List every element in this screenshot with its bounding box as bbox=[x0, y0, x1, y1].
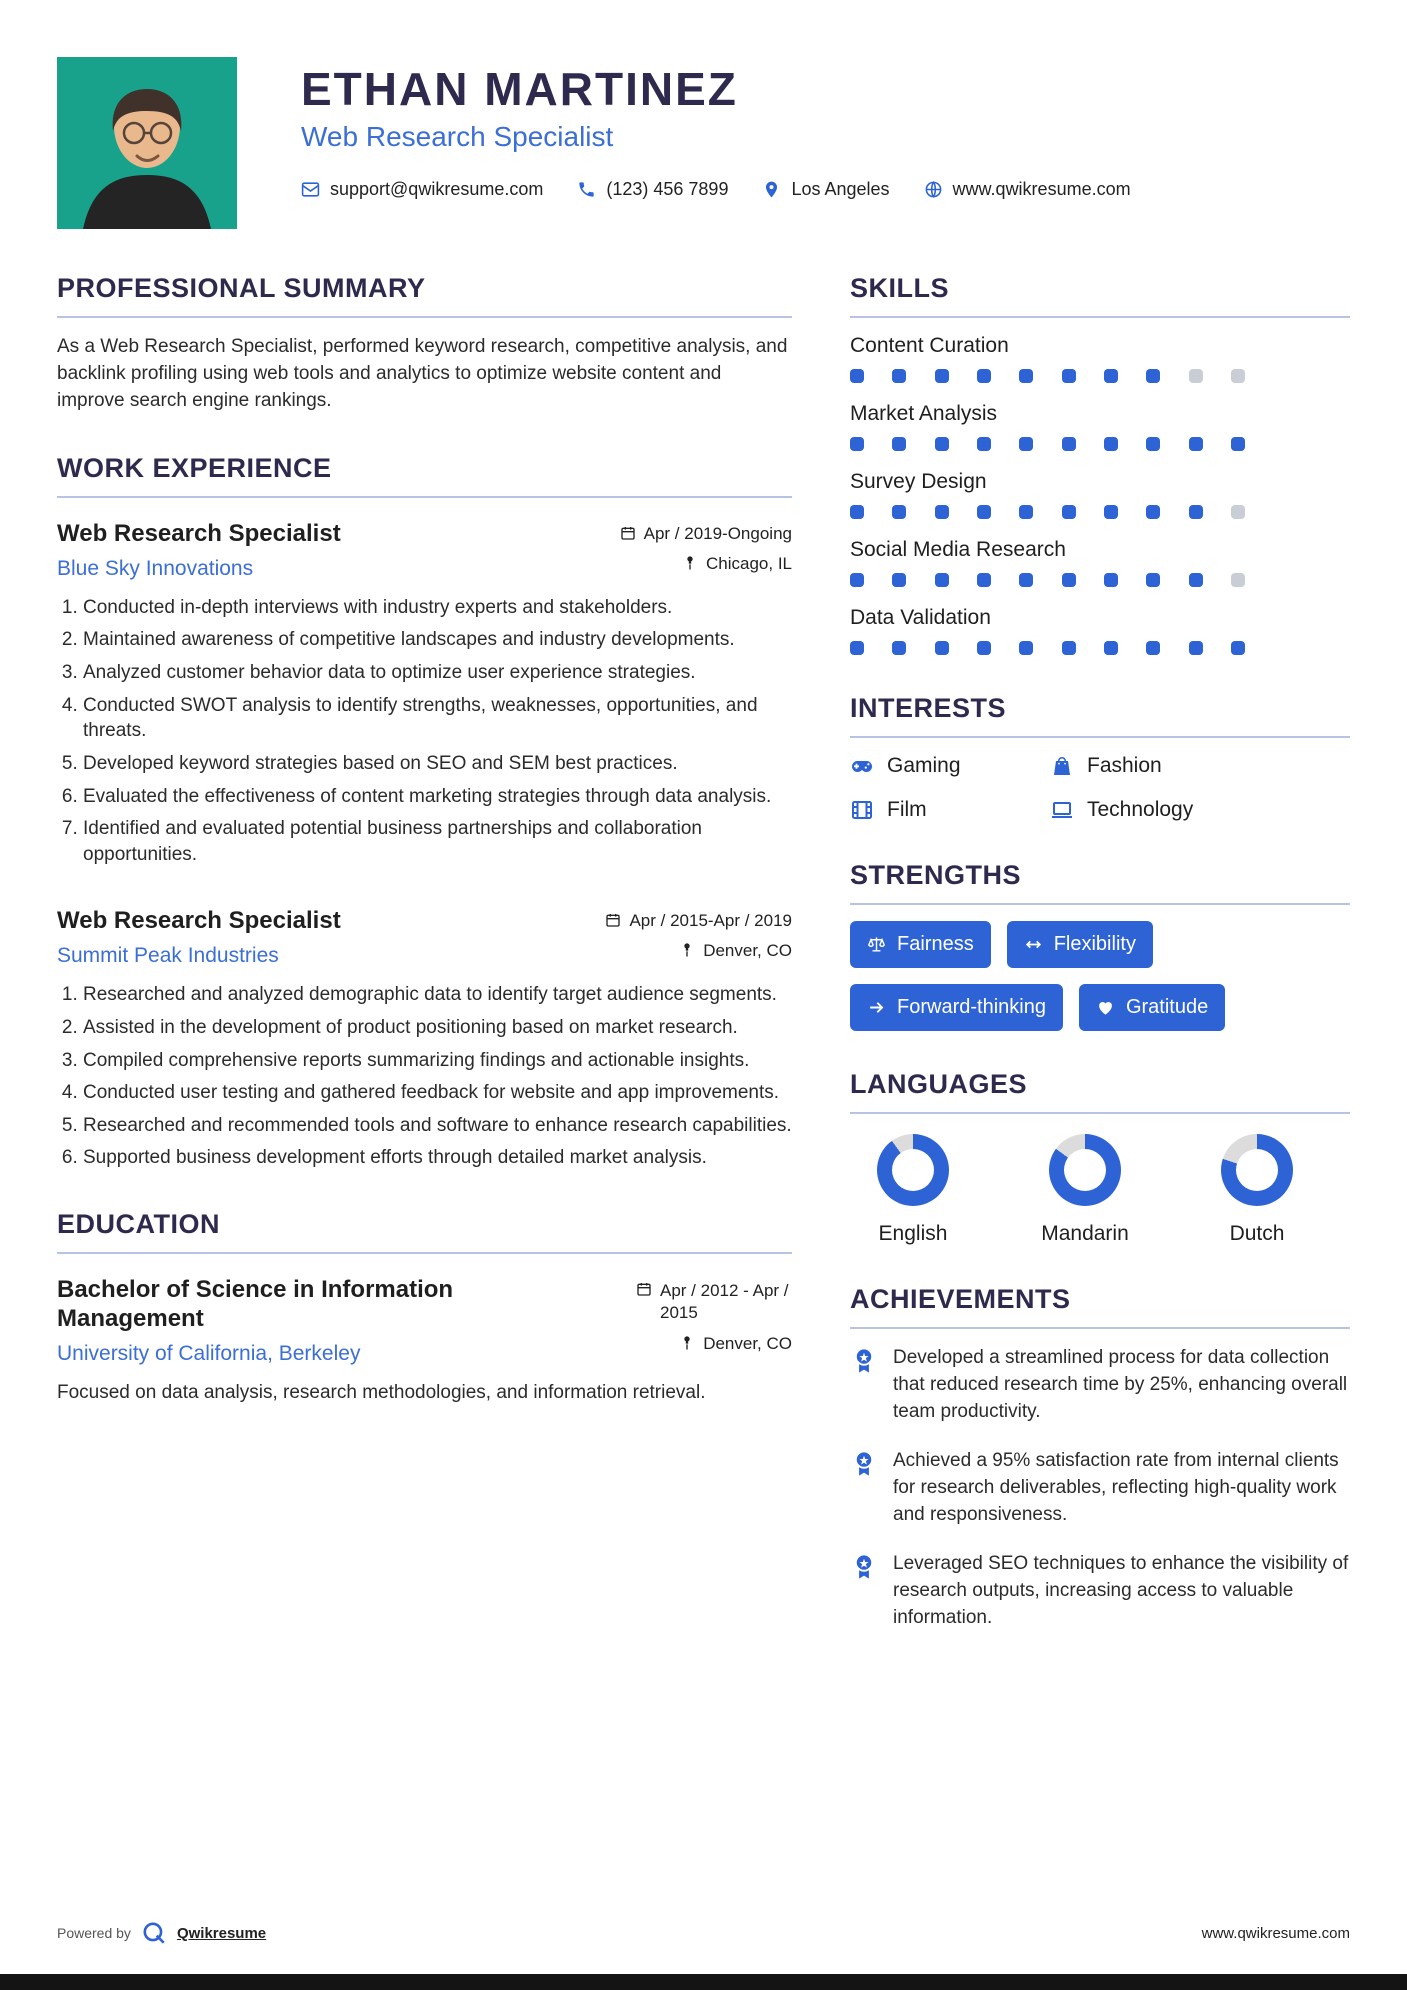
strengths-heading: STRENGTHS bbox=[850, 860, 1350, 905]
achievement-item bbox=[850, 1345, 1350, 1426]
achievements-heading: ACHIEVEMENTS bbox=[850, 1284, 1350, 1329]
powered-by bbox=[57, 1920, 266, 1946]
section-interests bbox=[850, 693, 1350, 822]
job-title: Web Research Specialist bbox=[57, 907, 341, 935]
achievement-item bbox=[850, 1448, 1350, 1529]
job-bullet: 2. Maintained awareness of competitive landscapes and industry developments. bbox=[83, 627, 792, 653]
interest-label: Fashion bbox=[1087, 754, 1162, 777]
strength-pill-forward-thinking bbox=[850, 984, 1063, 1031]
contact-website-text: www.qwikresume.com bbox=[952, 179, 1131, 200]
pushpin-icon bbox=[679, 1335, 695, 1351]
interest-label: Gaming bbox=[887, 754, 961, 777]
skill-dot bbox=[850, 437, 864, 451]
job-bullet: 1. Conducted in-depth interviews with industry experts and stakeholders. bbox=[83, 595, 792, 621]
job-company-link[interactable]: Blue Sky Innovations bbox=[57, 556, 254, 580]
calendar-icon bbox=[620, 525, 636, 541]
strength-pills bbox=[850, 921, 1310, 1031]
skill-dot bbox=[1146, 573, 1160, 587]
skill-name: Content Curation bbox=[850, 334, 1009, 357]
section-languages bbox=[850, 1069, 1350, 1246]
section-strengths bbox=[850, 860, 1350, 1031]
interest-label: Technology bbox=[1087, 798, 1194, 821]
job-dates-text: Apr / 2019-Ongoing bbox=[643, 523, 792, 543]
job-location bbox=[679, 941, 792, 961]
skill-dot bbox=[892, 573, 906, 587]
strength-label: Gratitude bbox=[1125, 996, 1209, 1018]
arrow-right-icon bbox=[867, 998, 886, 1017]
skill-dot bbox=[935, 573, 949, 587]
education-head bbox=[57, 1270, 792, 1366]
job-dates bbox=[620, 524, 792, 544]
skill-dot bbox=[1062, 369, 1076, 383]
education-location bbox=[679, 1334, 792, 1354]
skill-dot bbox=[1146, 505, 1160, 519]
contact-email[interactable] bbox=[301, 179, 543, 200]
skill-item bbox=[850, 402, 1350, 451]
section-professional-summary bbox=[57, 273, 792, 415]
skill-dot bbox=[1019, 437, 1033, 451]
header-text bbox=[301, 57, 1131, 200]
footer bbox=[57, 1920, 1350, 1946]
skill-name: Survey Design bbox=[850, 470, 987, 493]
skill-dot bbox=[977, 573, 991, 587]
job-head bbox=[57, 514, 792, 581]
achievement-text: Leveraged SEO techniques to enhance the visibility of research outputs, increasing access to valuable information. bbox=[893, 1552, 1349, 1628]
languages-row bbox=[850, 1134, 1350, 1246]
skill-dot bbox=[1104, 437, 1118, 451]
left-right-arrows-icon bbox=[1024, 935, 1043, 954]
strength-label: Fairness bbox=[897, 933, 974, 955]
skill-dot bbox=[850, 573, 864, 587]
job-bullet: 3. Compiled comprehensive reports summarizing findings and actionable insights. bbox=[83, 1048, 792, 1074]
languages-heading: LANGUAGES bbox=[850, 1069, 1350, 1114]
skill-dot bbox=[850, 505, 864, 519]
skill-dot bbox=[892, 369, 906, 383]
strength-pill-fairness bbox=[850, 921, 991, 968]
phone-icon bbox=[577, 180, 596, 199]
education-right bbox=[636, 1270, 792, 1354]
interest-label: Film bbox=[887, 798, 927, 821]
globe-icon bbox=[924, 180, 943, 199]
job-bullet: 1. Researched and analyzed demographic data to identify target audience segments. bbox=[83, 982, 792, 1008]
language-label: Dutch bbox=[1229, 1222, 1285, 1245]
skill-dot bbox=[1189, 505, 1203, 519]
job-left bbox=[57, 514, 341, 581]
contact-row bbox=[301, 179, 1131, 200]
language-donut bbox=[1221, 1134, 1293, 1206]
skill-dot bbox=[1231, 369, 1245, 383]
strength-pill-flexibility bbox=[1007, 921, 1153, 968]
job-left bbox=[57, 901, 341, 968]
skills-heading: SKILLS bbox=[850, 273, 1350, 318]
job-right bbox=[620, 514, 792, 574]
skill-dot bbox=[1062, 641, 1076, 655]
language-label: Mandarin bbox=[1041, 1222, 1129, 1245]
skill-dot bbox=[1231, 641, 1245, 655]
language-donut bbox=[877, 1134, 949, 1206]
skill-item bbox=[850, 470, 1350, 519]
interest-item bbox=[1050, 754, 1280, 778]
person-illustration bbox=[57, 57, 237, 229]
skill-dot bbox=[977, 437, 991, 451]
job-title: Web Research Specialist bbox=[57, 519, 341, 547]
heart-icon bbox=[1096, 998, 1115, 1017]
skill-dot bbox=[1019, 505, 1033, 519]
skill-level-dots bbox=[850, 437, 1245, 451]
map-pin-icon bbox=[762, 180, 781, 199]
job-location bbox=[682, 554, 792, 574]
skill-name: Social Media Research bbox=[850, 538, 1066, 561]
skill-item bbox=[850, 538, 1350, 587]
skill-dot bbox=[1019, 369, 1033, 383]
page-title: Web Research Specialist bbox=[301, 121, 614, 153]
skill-item bbox=[850, 334, 1350, 383]
pushpin-icon bbox=[682, 555, 698, 571]
strength-label: Flexibility bbox=[1053, 933, 1136, 955]
interests-grid bbox=[850, 754, 1280, 822]
skill-dot bbox=[1104, 505, 1118, 519]
section-skills bbox=[850, 273, 1350, 655]
achievement-text: Achieved a 95% satisfaction rate from internal clients for research deliverables, reflecting high-quality work and responsiveness. bbox=[893, 1449, 1339, 1525]
skill-dot bbox=[935, 437, 949, 451]
skill-dot bbox=[850, 369, 864, 383]
award-icon bbox=[850, 1553, 878, 1581]
calendar-icon bbox=[605, 912, 621, 928]
film-icon bbox=[850, 798, 874, 822]
job-bullet: 5. Developed keyword strategies based on SEO and SEM best practices. bbox=[83, 751, 792, 777]
interest-item bbox=[850, 798, 1050, 822]
job-bullet: 4. Conducted SWOT analysis to identify strengths, weaknesses, opportunities, and threats. bbox=[83, 693, 792, 744]
job-dates bbox=[605, 911, 792, 931]
skill-level-dots bbox=[850, 641, 1245, 655]
pushpin-icon bbox=[679, 942, 695, 958]
skill-dot bbox=[1146, 437, 1160, 451]
left-column bbox=[57, 273, 792, 1670]
interest-item bbox=[850, 754, 1050, 778]
right-column bbox=[850, 273, 1350, 1670]
skill-dot bbox=[1189, 369, 1203, 383]
language-label: English bbox=[878, 1222, 948, 1245]
education-left bbox=[57, 1270, 527, 1366]
job-location-text: Chicago, IL bbox=[706, 553, 792, 573]
skill-level-dots bbox=[850, 505, 1245, 519]
language-item bbox=[1030, 1134, 1140, 1246]
education-note: Focused on data analysis, research methodologies, and information retrieval. bbox=[57, 1381, 706, 1403]
contact-location bbox=[762, 179, 889, 200]
job-bullet: 6. Supported business development efforts through detailed market analysis. bbox=[83, 1145, 792, 1171]
job-bullet: 3. Analyzed customer behavior data to optimize user experience strategies. bbox=[83, 660, 792, 686]
job-dates-text: Apr / 2015-Apr / 2019 bbox=[629, 911, 792, 931]
contact-phone-text: (123) 456 7899 bbox=[606, 179, 729, 200]
qwikresume-brand-link[interactable]: Qwikresume bbox=[176, 1924, 267, 1942]
education-dates bbox=[636, 1280, 792, 1324]
footer-website: www.qwikresume.com bbox=[1201, 1924, 1350, 1942]
contact-email-text: support@qwikresume.com bbox=[330, 179, 544, 200]
skill-name: Data Validation bbox=[850, 606, 991, 629]
skill-level-dots bbox=[850, 573, 1245, 587]
bottom-bar bbox=[0, 1974, 1407, 1990]
job-bullet-list bbox=[57, 982, 792, 1171]
skill-dot bbox=[1231, 573, 1245, 587]
strength-label: Forward-thinking bbox=[897, 996, 1046, 1018]
skill-dot bbox=[1019, 573, 1033, 587]
contact-phone[interactable] bbox=[577, 179, 728, 200]
section-education bbox=[57, 1209, 792, 1407]
award-icon bbox=[850, 1450, 878, 1478]
skill-dot bbox=[1062, 505, 1076, 519]
education-degree: Bachelor of Science in Information Management bbox=[57, 1276, 454, 1332]
skill-dot bbox=[892, 437, 906, 451]
content-columns bbox=[57, 273, 1350, 1670]
education-heading: EDUCATION bbox=[57, 1209, 792, 1254]
email-icon bbox=[301, 180, 320, 199]
job-bullet: 6. Evaluated the effectiveness of content marketing strategies through data analysis. bbox=[83, 784, 792, 810]
summary-text: As a Web Research Specialist, performed keyword research, competitive analysis, and backlink profiling using web tools and analytics to optimize website content and improve search engine rankings. bbox=[57, 336, 788, 411]
education-location-text: Denver, CO bbox=[703, 1334, 792, 1354]
skill-dot bbox=[1189, 573, 1203, 587]
skill-dot bbox=[977, 641, 991, 655]
balance-scale-icon bbox=[867, 935, 886, 954]
job-location-text: Denver, CO bbox=[703, 941, 792, 961]
skill-dot bbox=[892, 505, 906, 519]
skill-dot bbox=[935, 505, 949, 519]
skill-item bbox=[850, 606, 1350, 655]
powered-by-text: Powered by bbox=[57, 1925, 131, 1941]
skill-dot bbox=[1146, 641, 1160, 655]
skill-dot bbox=[1231, 505, 1245, 519]
section-work-experience bbox=[57, 453, 792, 1171]
calendar-icon bbox=[636, 1281, 652, 1297]
achievement-text: Developed a streamlined process for data collection that reduced research time by 25%, enhancing overall team productivity. bbox=[893, 1347, 1348, 1422]
job-entry-1 bbox=[57, 514, 792, 868]
skill-dot bbox=[935, 369, 949, 383]
skill-dot bbox=[1189, 641, 1203, 655]
work-heading: WORK EXPERIENCE bbox=[57, 453, 792, 498]
skill-dot bbox=[1146, 369, 1160, 383]
name: ETHAN MARTINEZ bbox=[301, 63, 738, 115]
skill-level-dots bbox=[850, 369, 1245, 383]
job-head bbox=[57, 901, 792, 968]
job-bullet: 5. Researched and recommended tools and software to enhance research capabilities. bbox=[83, 1113, 792, 1139]
education-entry bbox=[57, 1270, 792, 1407]
skill-dot bbox=[1104, 573, 1118, 587]
interests-heading: INTERESTS bbox=[850, 693, 1350, 738]
language-item bbox=[858, 1134, 968, 1246]
job-bullet: 2. Assisted in the development of product positioning based on market research. bbox=[83, 1015, 792, 1041]
profile-photo bbox=[57, 57, 237, 229]
skill-dot bbox=[1019, 641, 1033, 655]
skill-dot bbox=[1104, 641, 1118, 655]
job-right bbox=[605, 901, 792, 961]
job-bullet: 7. Identified and evaluated potential business partnerships and collaboration opportunities. bbox=[83, 816, 792, 867]
header bbox=[57, 57, 1350, 229]
laptop-icon bbox=[1050, 798, 1074, 822]
shopping-bag-icon bbox=[1050, 754, 1074, 778]
skill-dot bbox=[850, 641, 864, 655]
skill-dot bbox=[977, 505, 991, 519]
job-company-link[interactable]: Summit Peak Industries bbox=[57, 944, 279, 968]
job-bullet: 4. Conducted user testing and gathered feedback for website and app improvements. bbox=[83, 1080, 792, 1106]
language-donut bbox=[1049, 1134, 1121, 1206]
job-entry-2 bbox=[57, 901, 792, 1171]
strength-pill-gratitude bbox=[1079, 984, 1225, 1031]
skill-dot bbox=[1231, 437, 1245, 451]
skill-dot bbox=[977, 369, 991, 383]
summary-heading: PROFESSIONAL SUMMARY bbox=[57, 273, 792, 318]
interest-item bbox=[1050, 798, 1280, 822]
education-school-link[interactable]: University of California, Berkeley bbox=[57, 1341, 361, 1365]
skill-dot bbox=[1062, 437, 1076, 451]
skill-dot bbox=[1189, 437, 1203, 451]
qwikresume-logo-icon bbox=[141, 1920, 167, 1946]
contact-location-text: Los Angeles bbox=[791, 179, 890, 200]
skill-dot bbox=[1062, 573, 1076, 587]
language-item bbox=[1202, 1134, 1312, 1246]
section-achievements bbox=[850, 1284, 1350, 1632]
skill-dot bbox=[935, 641, 949, 655]
skill-dot bbox=[1104, 369, 1118, 383]
achievement-item bbox=[850, 1551, 1350, 1632]
contact-website[interactable] bbox=[924, 179, 1131, 200]
skill-name: Market Analysis bbox=[850, 402, 998, 425]
award-icon bbox=[850, 1347, 878, 1375]
education-dates-text: Apr / 2012 - Apr / 2015 bbox=[660, 1281, 789, 1323]
job-bullet-list bbox=[57, 595, 792, 868]
gamepad-icon bbox=[850, 754, 874, 778]
skill-dot bbox=[892, 641, 906, 655]
